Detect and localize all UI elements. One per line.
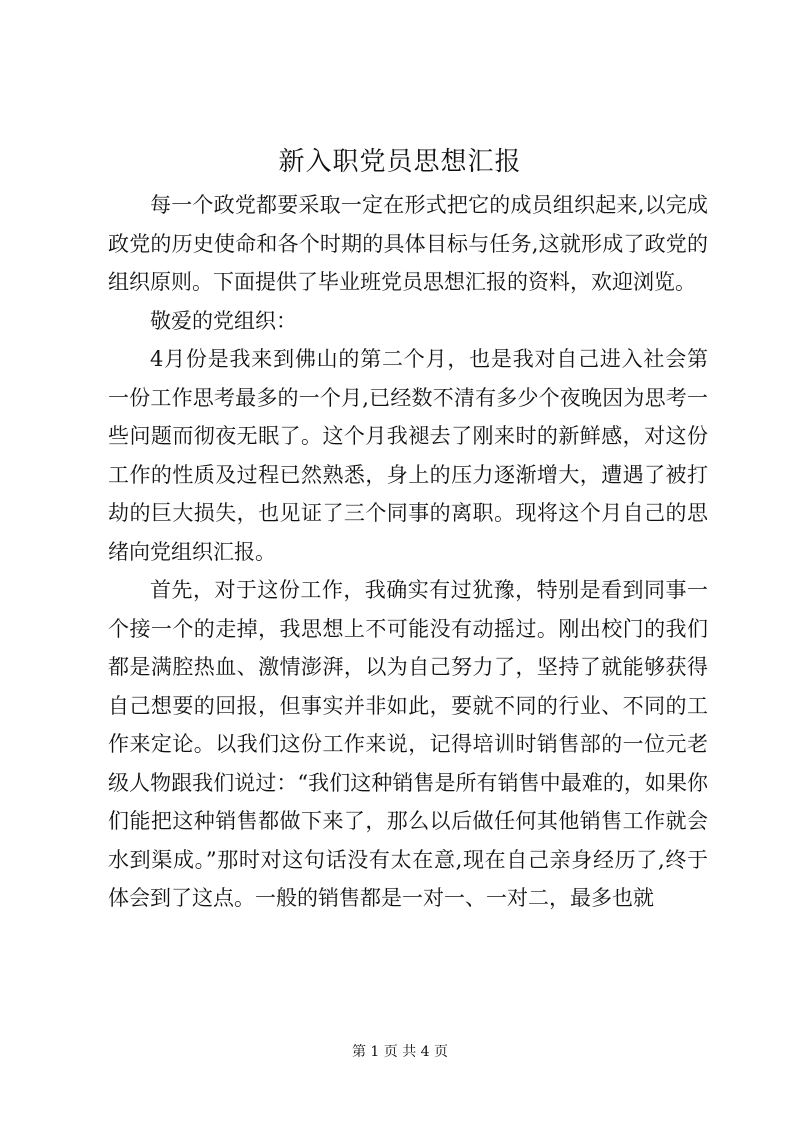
salutation: 敬爱的党组织：: [150, 308, 297, 333]
document-body: [108, 186, 708, 918]
intro-paragraph: 每一个政党都要采取一定在形式把它的成员组织起来,以完成政党的历史使命和各个时期的具体目标与任务,这就形成了政党的组织原则。下面提供了毕业班党员思想汇报的资料，欢迎浏览。: [108, 193, 708, 294]
body-paragraph-1: 4月份是我来到佛山的第二个月，也是我对自己进入社会第一份工作思考最多的一个月,已经数不清有多少个夜晚因为思考一些问题而彻夜无眠了。这个月我褪去了刚来时的新鲜感，对这份工作的性质及过程已然熟悉，身上的压力逐渐增大，遭遇了被打劫的巨大损失，也见证了三个同事的离职。现将这个月自己的思绪向党组织汇报。: [108, 347, 708, 564]
page-title: 新入职党员思想汇报: [278, 147, 522, 177]
body-paragraph-2: 首先，对于这份工作，我确实有过犹豫，特别是看到同事一个接一个的走掉，我思想上不可能没有动摇过。刚出校门的我们都是满腔热血、激情澎湃，以为自己努力了，坚持了就能够获得自己想要的回报，但事实并非如此，要就不同的行业、不同的工作来定论。以我们这份工作来说，记得培训时销售部的一位元老级人物跟我们说过：“我们这种销售是所有销售中最难的，如果你们能把这种销售都做下来了，那么以后做任何其他销售工作就会水到渠成。”那时对这句话没有太在意,现在自己亲身经历了,终于体会到了这点。一般的销售都是一对一、一对二，最多也就: [108, 578, 708, 910]
page-footer: 第 1 页 共 4 页: [351, 1044, 449, 1060]
